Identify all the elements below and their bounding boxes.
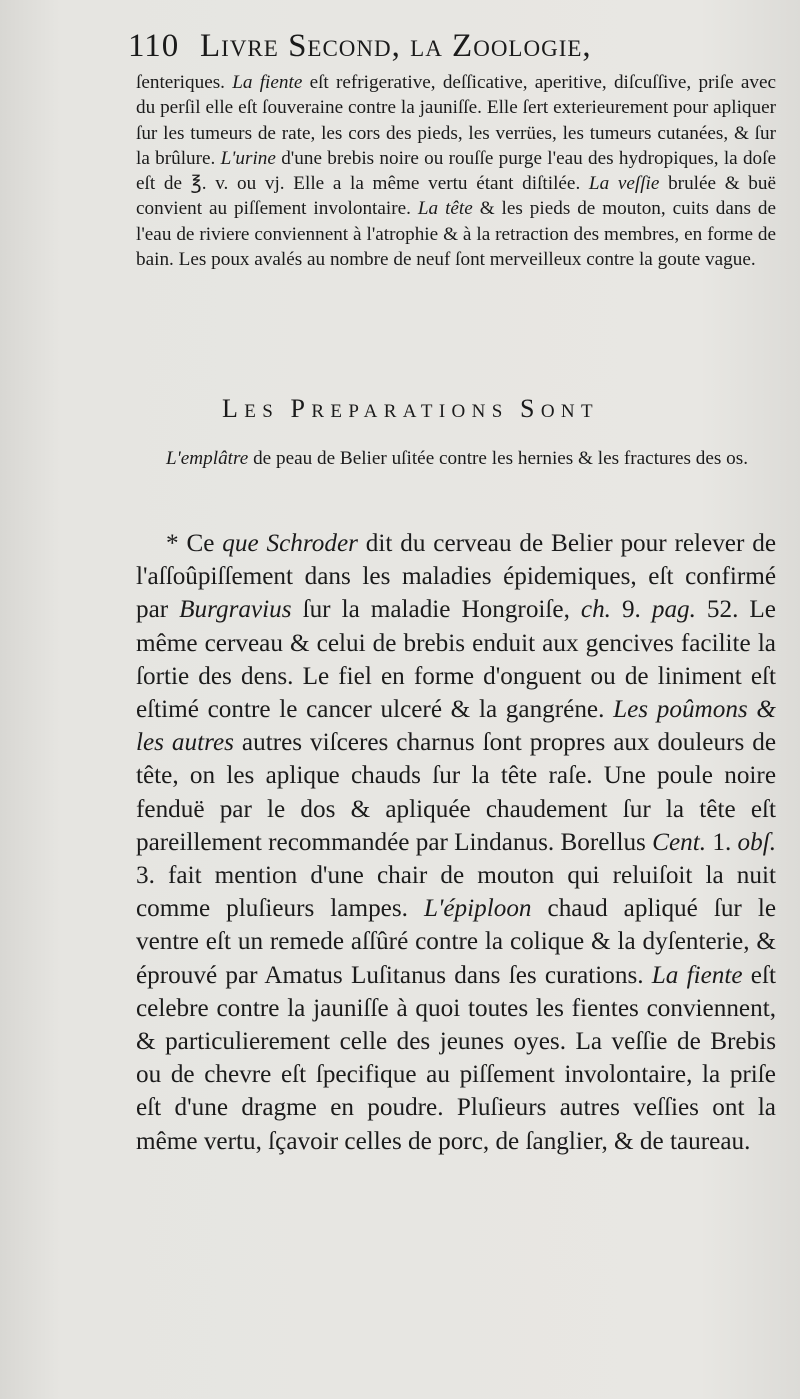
- heading-capital: P: [290, 394, 312, 423]
- italic-text: obſ.: [737, 828, 777, 856]
- text-run: 3. fait mention d'une chair de mouton qui reluiſoit la nuit comme pluſieurs lampes.: [136, 862, 776, 923]
- paragraph: [136, 527, 776, 1158]
- paragraph: [136, 446, 776, 471]
- italic-text: L'emplâtre: [166, 448, 249, 469]
- heading-word-rest: REPARATIONS: [311, 401, 509, 422]
- paragraph: [136, 70, 776, 272]
- heading-word-rest: ONT: [540, 401, 600, 422]
- italic-text: La tête: [417, 198, 473, 220]
- text-block-commentary: [136, 527, 776, 1158]
- text-run: ſenteriques.: [136, 72, 233, 93]
- text-run: brulée & buë convient au piſſement involontaire.: [136, 173, 776, 220]
- text-run: & les pieds de mouton, cuits dans de l'eau de riviere conviennent à l'atrophie & à la retraction des membres, en forme de bain. Les poux avalés au nombre de neuf ſont merveilleux contre la goute vague.: [136, 198, 776, 271]
- page-header: [128, 28, 748, 65]
- heading-capital: S: [519, 394, 541, 423]
- italic-text: La veſſie: [588, 173, 660, 195]
- italic-text: Burgravius: [179, 596, 292, 624]
- italic-text: ch.: [580, 596, 611, 624]
- text-run: eſt refrigerative, deſſicative, aperitive, diſcuſſive, priſe avec du perſil elle eſt ſouveraine contre la jauniſſe. Elle ſert exterieurement pour apliquer ſur les tumeurs de rate, les cors des pieds, les verrües, les tumeurs cutanées, & ſur la brûlure.: [136, 72, 776, 169]
- heading-word-rest: ES: [244, 401, 280, 422]
- italic-text: L'épiploon: [423, 895, 532, 923]
- heading-capital: L: [222, 394, 245, 423]
- text-run: ſur la maladie Hongroiſe,: [291, 596, 581, 624]
- section-heading: [222, 394, 702, 424]
- text-block-preparations: [136, 446, 776, 471]
- italic-text: pag.: [651, 596, 696, 624]
- italic-text: Cent.: [652, 828, 707, 856]
- italic-text: La fiente: [651, 961, 743, 989]
- text-run: 52. Le même cerveau & celui de brebis enduit aux gencives facilite la ſortie des dens. Le fiel en forme d'onguent ou de liniment eſt eſtimé contre le cancer ulceré & la gangréne.: [136, 596, 776, 724]
- text-run: chaud apliqué ſur le ventre eſt un remede aſſûré contre la colique & la dyſenterie, & éprouvé par Amatus Luſitanus dans ſes curations.: [136, 895, 777, 989]
- italic-text: La fiente: [232, 72, 303, 93]
- text-run: d'une brebis noire ou rouſſe purge l'eau des hydropiques, la doſe eſt de ℥. v. ou vj. Elle a la même vertu étant diſtilée.: [136, 147, 776, 195]
- text-run: autres viſceres charnus ſont propres aux douleurs de tête, on les aplique chauds ſur la tête raſe. Une poule noire fenduë par le dos & apliquée chaudement ſur la tête eſt pareillement recommandée par Lindanus. Borellus: [136, 729, 776, 856]
- italic-text: L'urine: [220, 147, 276, 169]
- italic-text: que Schroder: [222, 530, 358, 557]
- italic-text: Les poûmons & les autres: [136, 696, 776, 757]
- text-run: dit du cerveau de Belier pour relever de l'aſſoûpiſſement dans les maladies épidemiques, eſt confirmé par: [136, 530, 776, 624]
- text-run: de peau de Belier uſitée contre les hernies & les fractures des os.: [248, 448, 749, 469]
- text-run: eſt celebre contre la jauniſſe à quoi toutes les fientes conviennent, & particulierement celle des jeunes oyes. La veſſie de Brebis ou de chevre eſt ſpecifique au piſſement involontaire, la priſe eſt d'une dragme en poudre. Pluſieurs autres veſſies ont la même vertu, ſçavoir celles de porc, de ſanglier, & de taureau.: [136, 961, 776, 1155]
- text-block-intro: [136, 70, 776, 272]
- text-run: 1.: [706, 828, 738, 856]
- text-run: * Ce: [166, 530, 223, 557]
- page-number: 110: [128, 28, 180, 64]
- text-run: 9.: [610, 596, 652, 624]
- running-title: Livre Second, la Zoologie,: [200, 28, 592, 64]
